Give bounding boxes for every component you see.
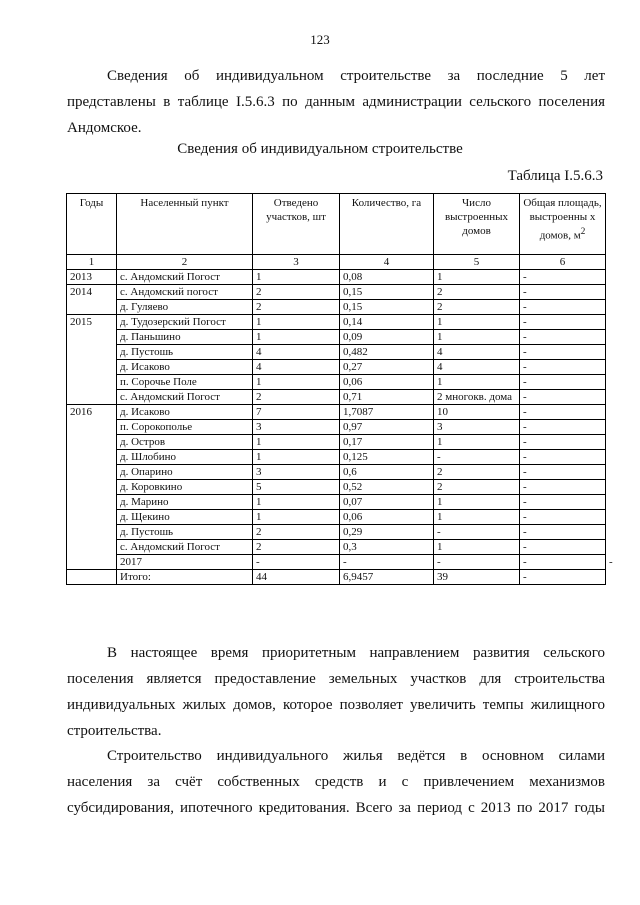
locality-cell: д. Шлобино [117, 450, 253, 465]
houses-cell: 3 [434, 420, 520, 435]
total-area-cell: - [520, 285, 606, 300]
locality-cell: д. Остров [117, 435, 253, 450]
locality-cell: д. Исаково [117, 360, 253, 375]
plots-cell: 1 [253, 450, 340, 465]
table-row [67, 270, 606, 285]
plots-cell: 2 [253, 285, 340, 300]
area-cell: 0,27 [340, 360, 434, 375]
paragraph-3-line-3: субсидирования, ипотечного кредитования. Всего за период с 2013 по 2017 годы [67, 800, 605, 816]
intro-line-3: Андомское. [67, 120, 142, 136]
page-number: 123 [310, 32, 330, 47]
table-row: 2017 - - - - - [67, 555, 606, 570]
plots-cell: 3 [253, 465, 340, 480]
houses-cell: - [434, 525, 520, 540]
paragraph-3-line-2: населения за счёт собственных средств и с привлечением механизмов [67, 774, 605, 790]
paragraph-2 [67, 640, 605, 744]
locality-cell: д. Гуляево [117, 300, 253, 315]
column-number: 2 [117, 255, 253, 270]
area-cell: 0,15 [340, 300, 434, 315]
plots-cell: 7 [253, 405, 340, 420]
houses-cell: 1 [434, 330, 520, 345]
table-row [67, 330, 606, 345]
column-number-row [67, 255, 606, 270]
header-total-area-sup: 2 [580, 226, 586, 236]
total-area-cell: - [520, 510, 606, 525]
locality-cell: д. Щекино [117, 510, 253, 525]
houses-cell: 2 многокв. дома [434, 390, 520, 405]
area-cell: 0,52 [340, 480, 434, 495]
area-cell: 0,6 [340, 465, 434, 480]
year-cell: 2015 [67, 315, 117, 405]
total-floor-area-cell: - [520, 570, 606, 585]
plots-cell: 1 [253, 270, 340, 285]
plots-cell: 1 [253, 435, 340, 450]
table-row [67, 465, 606, 480]
plots-cell: 1 [253, 330, 340, 345]
houses-cell: 1 [434, 510, 520, 525]
total-row [67, 570, 606, 585]
header-row [67, 194, 606, 255]
table-row [67, 315, 606, 330]
houses-cell: - [434, 450, 520, 465]
table-row [67, 345, 606, 360]
plots-cell: 1 [253, 375, 340, 390]
houses-cell: 1 [434, 540, 520, 555]
intro-line-1: Сведения об индивидуальном строительстве за последние 5 лет [107, 68, 605, 84]
area-cell: 0,482 [340, 345, 434, 360]
table-row [67, 525, 606, 540]
plots-cell: 4 [253, 345, 340, 360]
locality-cell: с. Андомский Погост [117, 390, 253, 405]
table-title: Сведения об индивидуальном строительстве [177, 141, 463, 157]
total-area-cell: - [520, 420, 606, 435]
plots-cell: 4 [253, 360, 340, 375]
plots-cell: 3 [253, 420, 340, 435]
construction-table [66, 193, 613, 585]
houses-cell: 2 [434, 480, 520, 495]
locality-cell: д. Тудозерский Погост [117, 315, 253, 330]
plots-cell: 1 [253, 495, 340, 510]
table-row [67, 435, 606, 450]
table-row [67, 420, 606, 435]
houses-cell: 10 [434, 405, 520, 420]
locality-cell: д. Коровкино [117, 480, 253, 495]
total-area-cell: - [520, 435, 606, 450]
plots-cell: - [340, 555, 434, 570]
header-year: Годы [67, 194, 117, 255]
paragraph-2-line-3: индивидуальных жилых домов, которое позволяет увеличить темпы жилищного [67, 697, 605, 713]
total-area-cell: - [520, 525, 606, 540]
table-row [67, 480, 606, 495]
locality-cell: д. Исаково [117, 405, 253, 420]
column-number: 6 [520, 255, 606, 270]
area-cell: 0,71 [340, 390, 434, 405]
total-area-cell: - [520, 300, 606, 315]
area-cell: 0,06 [340, 375, 434, 390]
plots-cell: 2 [253, 540, 340, 555]
houses-cell: 1 [434, 315, 520, 330]
locality-cell: с. Андомский Погост [117, 270, 253, 285]
area-cell: 0,14 [340, 315, 434, 330]
locality-cell: с. Андомский погост [117, 285, 253, 300]
locality-cell: д. Опарино [117, 465, 253, 480]
locality-cell: с. Андомский Погост [117, 540, 253, 555]
header-plots: Отведено участков, шт [253, 194, 340, 255]
houses-cell: 4 [434, 360, 520, 375]
intro-line-2: представлены в таблице I.5.6.3 по данным администрации сельского поселения [67, 94, 605, 110]
total-houses-cell: 39 [434, 570, 520, 585]
total-area-cell: - [520, 405, 606, 420]
plots-cell: 2 [253, 390, 340, 405]
total-area-cell: - [520, 450, 606, 465]
area-cell: 0,17 [340, 435, 434, 450]
paragraph-3 [67, 743, 605, 821]
table-row [67, 450, 606, 465]
locality-cell: - [253, 555, 340, 570]
total-area-ha-cell: 6,9457 [340, 570, 434, 585]
area-cell: 1,7087 [340, 405, 434, 420]
paragraph-2-line-4: строительства. [67, 723, 162, 739]
houses-cell: 1 [434, 495, 520, 510]
total-area-cell: - [520, 315, 606, 330]
locality-cell: д. Пустошь [117, 525, 253, 540]
total-plots-cell: 44 [253, 570, 340, 585]
year-cell: 2017 [117, 555, 253, 570]
year-cell: 2013 [67, 270, 117, 285]
area-cell: 0,09 [340, 330, 434, 345]
total-area-cell: - [520, 345, 606, 360]
table-row [67, 360, 606, 375]
column-number: 5 [434, 255, 520, 270]
year-cell: 2016 [67, 405, 117, 570]
houses-cell: 2 [434, 285, 520, 300]
paragraph-2-line-1: В настоящее время приоритетным направлением развития сельского [107, 645, 605, 661]
plots-cell: 1 [253, 315, 340, 330]
total-empty-cell [67, 570, 117, 585]
houses-cell: 1 [434, 435, 520, 450]
intro-paragraph [67, 63, 605, 141]
total-area-cell: - [520, 540, 606, 555]
header-locality: Населенный пункт [117, 194, 253, 255]
total-area-cell: - [520, 360, 606, 375]
houses-cell: 2 [434, 465, 520, 480]
year-cell: 2014 [67, 285, 117, 315]
houses-cell: - [520, 555, 606, 570]
area-cell: 0,07 [340, 495, 434, 510]
area-cell: 0,3 [340, 540, 434, 555]
paragraph-2-line-2: поселения является предоставление земельных участков для строительства [67, 671, 605, 687]
area-cell: 0,125 [340, 450, 434, 465]
plots-cell: 1 [253, 510, 340, 525]
plots-cell: 5 [253, 480, 340, 495]
table-row [67, 540, 606, 555]
locality-cell: п. Сорокополье [117, 420, 253, 435]
total-area-cell: - [520, 495, 606, 510]
column-number: 3 [253, 255, 340, 270]
total-area-cell: - [520, 375, 606, 390]
plots-cell: 2 [253, 525, 340, 540]
table-row [67, 495, 606, 510]
area-cell: - [434, 555, 520, 570]
total-area-cell: - [520, 390, 606, 405]
houses-cell: 4 [434, 345, 520, 360]
header-area: Количество, га [340, 194, 434, 255]
locality-cell: д. Пустошь [117, 345, 253, 360]
houses-cell: 2 [434, 300, 520, 315]
total-label-cell: Итого: [117, 570, 253, 585]
paragraph-3-line-1: Строительство индивидуального жилья ведётся в основном силами [107, 748, 605, 764]
total-area-cell: - [520, 465, 606, 480]
header-houses: Число выстроенных домов [434, 194, 520, 255]
table-row [67, 405, 606, 420]
area-cell: 0,15 [340, 285, 434, 300]
table-row [67, 510, 606, 525]
area-cell: 0,08 [340, 270, 434, 285]
table-label: Таблица I.5.6.3 [507, 168, 603, 184]
houses-cell: 1 [434, 375, 520, 390]
area-cell: 0,06 [340, 510, 434, 525]
header-total-area: Общая площадь, выстроенны х домов, $м^2$ [520, 194, 606, 255]
area-cell: 0,97 [340, 420, 434, 435]
table-row [67, 285, 606, 300]
locality-cell: п. Сорочье Поле [117, 375, 253, 390]
column-number: 1 [67, 255, 117, 270]
total-area-cell: - [520, 330, 606, 345]
table-row [67, 300, 606, 315]
table-row [67, 375, 606, 390]
total-area-cell: - [520, 270, 606, 285]
area-cell: 0,29 [340, 525, 434, 540]
total-area-cell: - [520, 480, 606, 495]
column-number: 4 [340, 255, 434, 270]
locality-cell: д. Паньшино [117, 330, 253, 345]
locality-cell: д. Марино [117, 495, 253, 510]
table-row [67, 390, 606, 405]
houses-cell: 1 [434, 270, 520, 285]
plots-cell: 2 [253, 300, 340, 315]
